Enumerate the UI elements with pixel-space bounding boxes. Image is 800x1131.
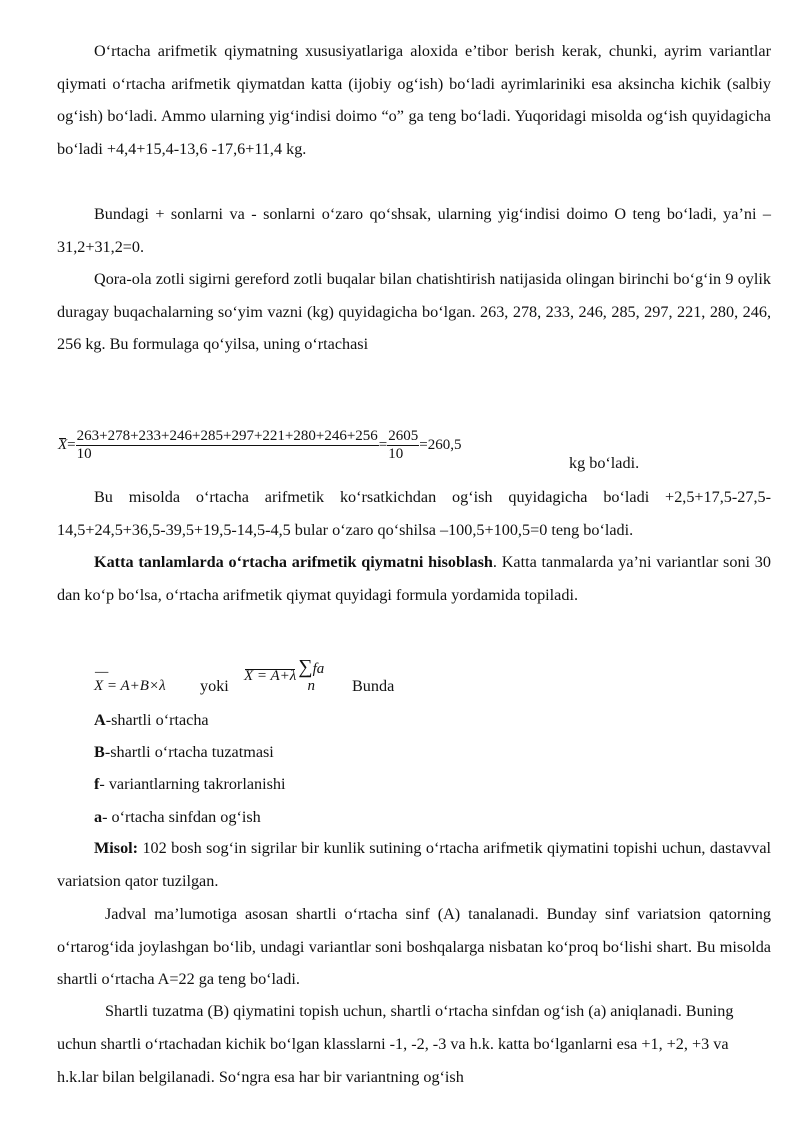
total-numerator: 2605 — [388, 428, 419, 444]
formula-right-prefix: X = A+λ — [244, 668, 297, 685]
section-text: . Katta tanmalarda ya’ni variantlar soni 30 dan ko‘p bo‘lsa, o‘rtacha arifmetik qiymat quyidagi formula yordamida topiladi. — [57, 553, 771, 604]
bunda-label: Bunda — [352, 677, 395, 695]
total-denominator: 10 — [388, 446, 404, 462]
definition-f-item: f- variantlarning takrorlanishi — [94, 775, 286, 793]
paragraph-example-milk — [57, 832, 771, 897]
sum-fraction — [76, 428, 379, 463]
paragraph-conditional-class: Jadval ma’lumotiga asosan shartli o‘rtacha sinf (A) tanalanadi. Bunday sinf variatsion qatorning o‘rtarog‘ida joylashgan bo‘lib, undagi variantlar soni boshqalarga nisbatan ko‘proq bo‘lishi shart. Bu misolda shartli o‘rtacha A=22 ga teng bo‘ladi. — [57, 905, 771, 988]
mean-unit: kg bo‘ladi. — [569, 454, 640, 472]
paragraph-sum-zero: Bundagi + sonlarni va - sonlarni o‘zaro qo‘shsak, ularning yig‘indisi doimo O teng bo‘ladi, ya’ni –31,2+31,2=0. — [57, 205, 771, 256]
section-heading: Katta tanlamlarda o‘rtacha arifmetik qiymatni hisoblash — [94, 553, 493, 571]
equals-sign: = — [67, 436, 76, 453]
formula-left: — X = A+B×λ — [94, 664, 166, 694]
sum-fraction-2 — [298, 656, 325, 695]
sum-denominator: 10 — [76, 446, 92, 462]
paragraph-large-samples — [57, 546, 771, 611]
yoki-label: yoki — [200, 677, 229, 695]
formula-sum — [244, 656, 325, 695]
paragraph-deviation-example: Bu misolda o‘rtacha arifmetik ko‘rsatkichdan og‘ish quyidagicha bo‘ladi +2,5+17,5-27,5-14,5+24,5+36,5-39,5+19,5-14,5-4,5 bular o‘zaro qo‘shilsa –100,5+100,5=0 teng bo‘ladi. — [57, 488, 771, 539]
definition-b-item: B-shartli o‘rtacha tuzatmasi — [94, 743, 274, 761]
sum-denominator-n: n — [307, 678, 316, 694]
definition-a2-item: a- o‘rtacha sinfdan og‘ish — [94, 808, 261, 826]
equals-sign-2: = — [378, 436, 388, 453]
sum-symbol: ∑ — [298, 656, 313, 678]
paragraph-deviation-property: O‘rtacha arifmetik qiymatning xususiyatlariga aloxida e’tibor berish kerak, chunki, ayrim variantlar qiymati o‘rtacha arifmetik qiymatdan katta (ijobiy og‘ish) bo‘ladi ayrimlariniki esa aksincha kichik (salbiy og‘ish) bo‘ladi. Ammo ularning yig‘indisi doimo “o” ga teng bo‘ladi. Yuqoridagi misolda og‘ish quyidagicha bo‘ladi +4,4+15,4-13,6 -17,6+11,4 kg. — [57, 42, 771, 158]
mean-symbol: X — [58, 436, 68, 453]
paragraph-correction: Shartli tuzatma (B) qiymatini topish uchun, shartli o‘rtacha sinfdan og‘ish (a) aniqlanadi. Buning uchun shartli o‘rtachadan kichik bo‘lgan klasslarni -1, -2, -3 va h.k. katta bo‘lganlarni esa +1, +2, +3 va h.k.lar bilan belgilanadi. So‘ngra esa har bir variantning og‘ish — [57, 1002, 734, 1086]
example-text: 102 bosh sog‘in sigrilar bir kunlik sutining o‘rtacha arifmetik qiymatini topishi uchun, dastavval variatsion qator tuzilgan. — [57, 839, 771, 890]
definition-a-item: A-shartli o‘rtacha — [94, 711, 209, 729]
sum-numerator-fa: fa — [312, 661, 325, 677]
mean-result: =260,5 — [419, 436, 462, 453]
formula-conditional-mean — [94, 664, 166, 695]
example-label: Misol: — [94, 839, 139, 857]
paragraph-example-weights: Qora-ola zotli sigirni gereford zotli buqalar bilan chatishtirish natijasida olingan birinchi bo‘g‘in 9 oylik duragay buqachalarning so‘yim vazni (kg) quyidagicha bo‘lgan. 263, 278, 233, 246, 285, 297, 221, 280, 246, 256 kg. Bu formulaga qo‘yilsa, uning o‘rtachasi — [57, 270, 771, 353]
total-fraction — [387, 428, 419, 463]
sum-numerator: 263+278+233+246+285+297+221+280+246+256 — [76, 428, 378, 444]
mean-formula — [58, 428, 461, 463]
